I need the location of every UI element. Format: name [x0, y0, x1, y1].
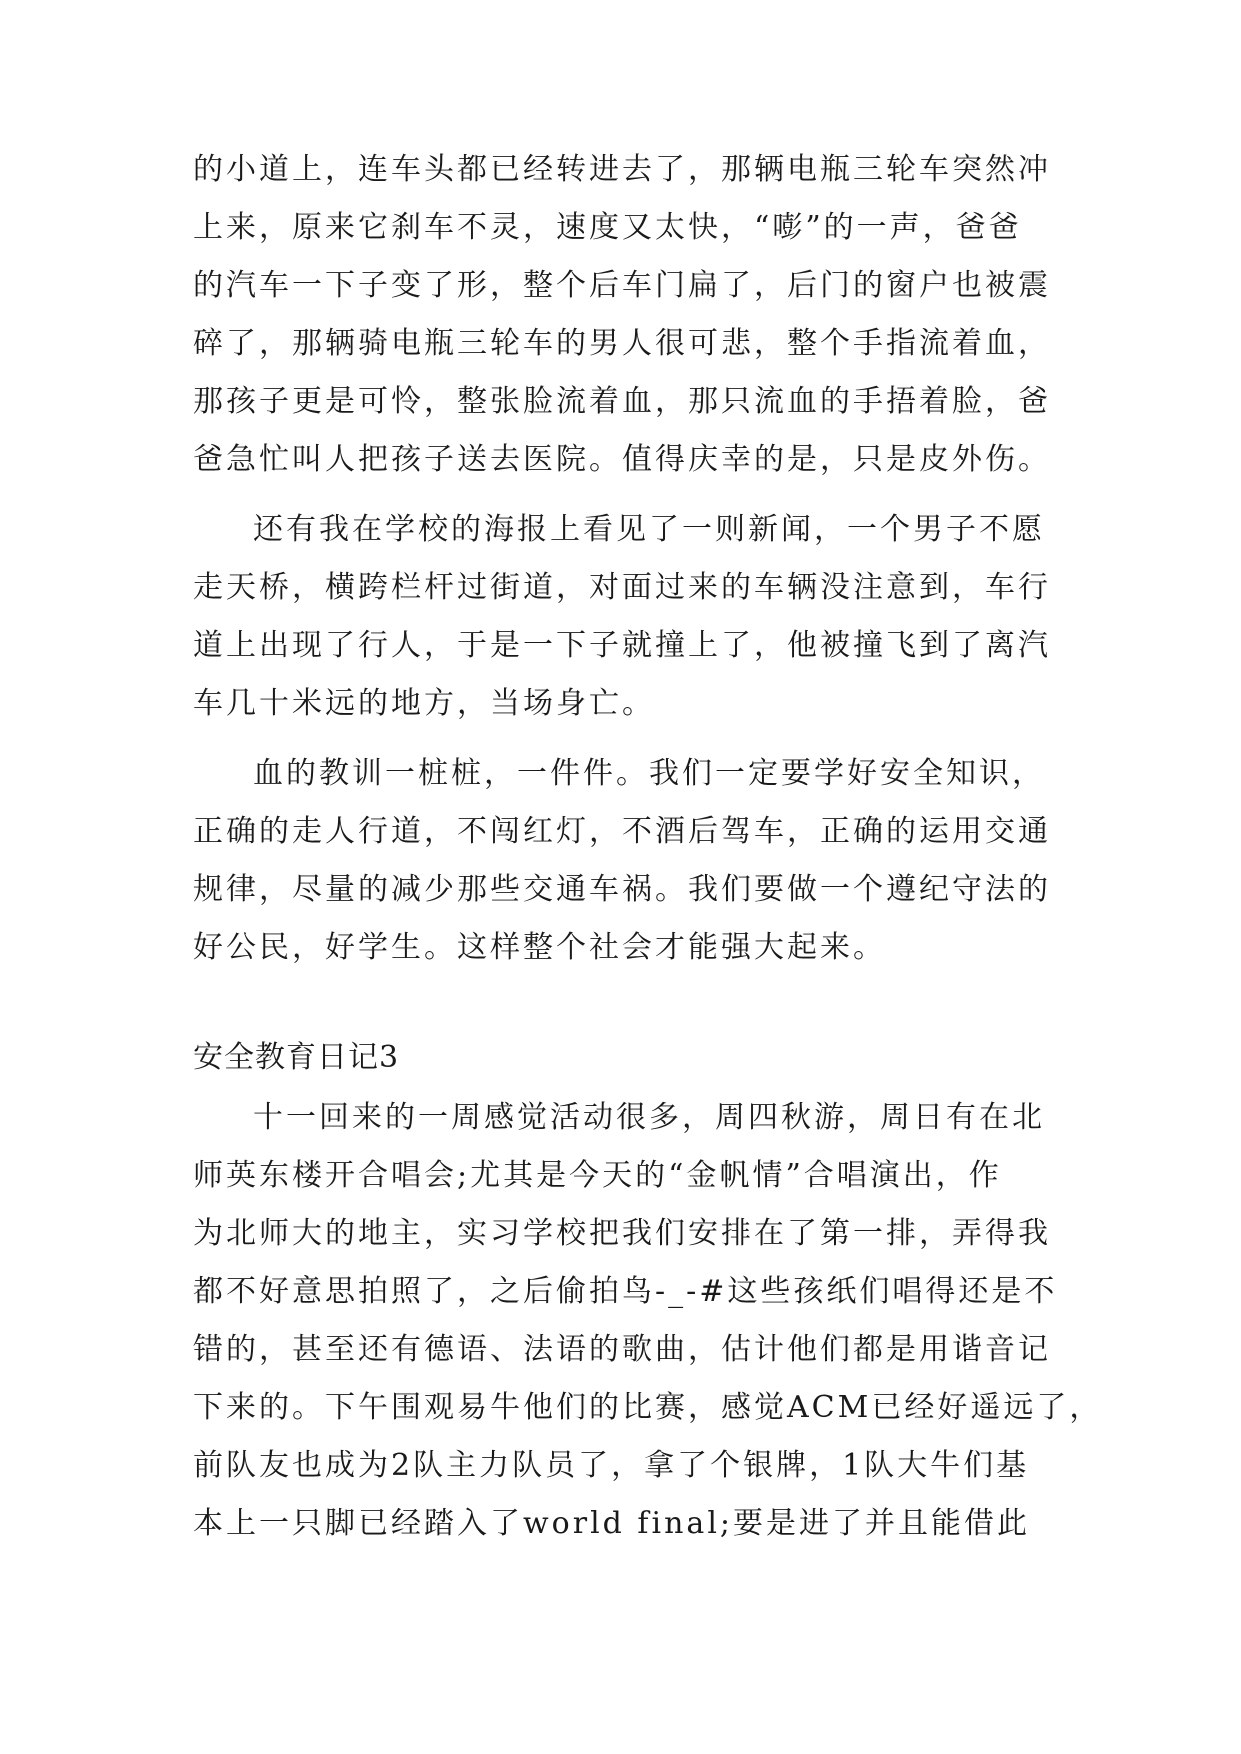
paragraph-1-line: 的小道上，连车头都已经转进去了，那辆电瓶三轮车突然冲 [193, 152, 1051, 187]
paragraph-1-line: 碎了，那辆骑电瓶三轮车的男人很可悲，整个手指流着血， [193, 326, 1051, 361]
paragraph-4-line: 本上一只脚已经踏入了world final;要是进了并且能借此 [193, 1506, 1031, 1541]
paragraph-2-line: 还有我在学校的海报上看见了一则新闻，一个男子不愿 [253, 512, 1045, 547]
paragraph-2-line: 道上出现了行人，于是一下子就撞上了，他被撞飞到了离汽 [193, 628, 1051, 663]
paragraph-3-line: 好公民，好学生。这样整个社会才能强大起来。 [193, 930, 886, 965]
paragraph-3-line: 规律，尽量的减少那些交通车祸。我们要做一个遵纪守法的 [193, 872, 1051, 907]
paragraph-4-line: 十一回来的一周感觉活动很多，周四秋游，周日有在北 [253, 1100, 1045, 1135]
paragraph-4-line: 为北师大的地主，实习学校把我们安排在了第一排，弄得我 [193, 1216, 1051, 1251]
section-title: 安全教育日记3 [193, 1040, 400, 1075]
paragraph-3-line: 血的教训一桩桩，一件件。我们一定要学好安全知识， [253, 756, 1045, 791]
paragraph-1-line: 上来，原来它刹车不灵，速度又太快，“嘭”的一声，爸爸 [193, 210, 1022, 245]
paragraph-1-line: 爸急忙叫人把孩子送去医院。值得庆幸的是，只是皮外伤。 [193, 442, 1051, 477]
paragraph-2-line: 车几十米远的地方，当场身亡。 [193, 686, 655, 721]
paragraph-2-line: 走天桥，横跨栏杆过街道，对面过来的车辆没注意到，车行 [193, 570, 1051, 605]
paragraph-4-line: 前队友也成为2队主力队员了，拿了个银牌，1队大牛们基 [193, 1448, 1030, 1483]
paragraph-1-line: 那孩子更是可怜，整张脸流着血，那只流血的手捂着脸，爸 [193, 384, 1051, 419]
paragraph-4-line: 下来的。下午围观易牛他们的比赛，感觉ACM已经好遥远了， [193, 1390, 1103, 1425]
paragraph-4-line: 都不好意思拍照了，之后偷拍鸟-_-#这些孩纸们唱得还是不 [193, 1274, 1058, 1309]
paragraph-4-line: 错的，甚至还有德语、法语的歌曲，估计他们都是用谐音记 [193, 1332, 1051, 1367]
paragraph-3-line: 正确的走人行道，不闯红灯，不酒后驾车，正确的运用交通 [193, 814, 1051, 849]
paragraph-1-line: 的汽车一下子变了形，整个后车门扁了，后门的窗户也被震 [193, 268, 1051, 303]
paragraph-4-line: 师英东楼开合唱会;尤其是今天的“金帆情”合唱演出，作 [193, 1158, 1002, 1193]
